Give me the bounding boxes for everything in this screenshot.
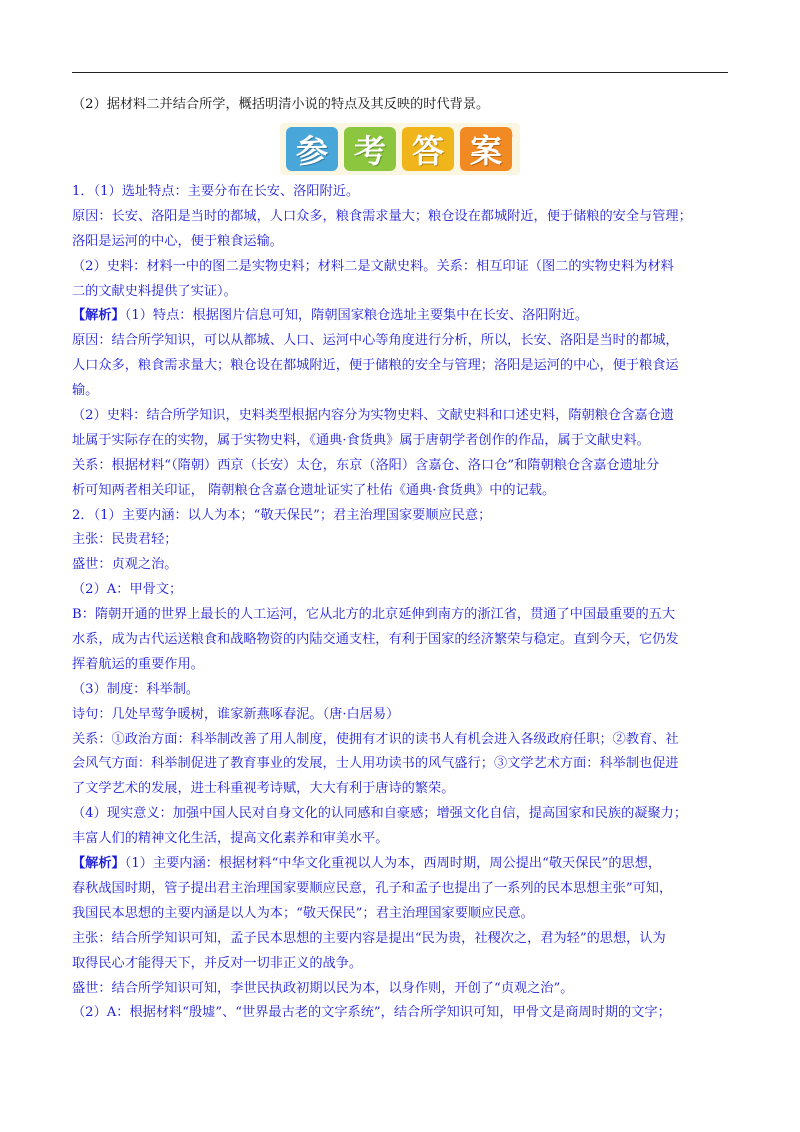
answer-line-text: （2）A：根据材料“殷墟”、“世界最古老的文字系统”，结合所学知识可知，甲骨文是商周时期的文字； [72,1005,671,1021]
answer-line [72,927,736,952]
answer-line-text: 2．（1）主要内涵：以人为本；“敬天保民”；君主治理国家要顺应民意； [72,507,492,523]
banner-tile-1: 参 [286,127,338,171]
answer-line-text: 原因：结合所学知识，可以从都城、人口、运河中心等角度进行分析，所以，长安、洛阳是当时的都城， [72,333,679,349]
answer-line-text: 洛阳是运河的中心，便于粮食运输。 [72,233,283,249]
answer-line-text: （4）现实意义：加强中国人民对自身文化的认同感和自豪感；增强文化自信，提高国家和民族的凝聚力； [72,806,688,822]
answer-line [72,454,736,479]
answer-body [72,180,736,1026]
answer-line-text: B：隋朝开通的世界上最长的人工运河，它从北方的北京延伸到南方的浙江省，贯通了中国最重要的五大 [72,607,676,623]
reference-answer-banner [280,123,520,175]
answer-line [72,977,736,1002]
answer-line [72,553,736,578]
answer-line-text: （3）制度：科举制。 [72,681,200,697]
answer-line-text: 了文学艺术的发展，进士科重视考诗赋，大大有利于唐诗的繁荣。 [72,781,455,797]
banner-tile-3: 答 [402,127,454,171]
answer-line-text: 取得民心才能得天下，并反对一切非正义的战争。 [72,955,363,971]
answer-line [72,479,736,504]
answer-line-text: 丰富人们的精神文化生活，提高文化素养和审美水平。 [72,831,389,847]
answer-line [72,852,736,877]
answer-line-text: 址属于实际存在的实物，属于实物史料，《通典·食货典》属于唐朝学者创作的作品，属于文献史料。 [72,432,650,448]
answer-line-text: 挥着航运的重要作用。 [72,656,204,672]
answer-line [72,528,736,553]
answer-line-text: 主张：结合所学知识可知，孟子民本思想的主要内容是提出“民为贵，社稷次之，君为轻”的思想，认为 [72,930,666,946]
answer-line-text: 会风气方面：科举制促进了教育事业的发展，士人用功读书的风气盛行；③文学艺术方面：科举制也促进 [72,756,679,772]
answer-line [72,180,736,205]
answer-line [72,404,736,429]
answer-line-text: 诗句：几处早莺争暖树，谁家新燕啄春泥。（唐·白居易） [72,706,400,722]
answer-line [72,628,736,653]
answer-line-text: 盛世：贞观之治。 [72,557,178,573]
answer-line [72,902,736,927]
answer-line-text: （1）主要内涵：根据材料“中华文化重视以人为本，西周时期，周公提出“敬天保民”的思想， [124,856,662,872]
analysis-tag: 【解析】 [72,856,125,872]
answer-line-text: 输。 [72,383,99,399]
answer-line-text: 人口众多，粮食需求量大；粮仓设在都城附近，便于储粮的安全与管理；洛阳是运河的中心，便于粮食运 [72,358,679,374]
banner-tile-2: 考 [344,127,396,171]
answer-line [72,877,736,902]
answer-line-text: 关系：①政治方面：科举制改善了用人制度，使拥有才识的读书人有机会进入各级政府任职；②教育、社 [72,731,679,747]
answer-line-text: 主张：民贵君轻； [72,532,178,548]
answer-line [72,255,736,280]
answer-line-text: （2）史料：材料一中的图二是实物史料；材料二是文献史料。关系：相互印证（图二的实物史料为材料 [72,258,674,274]
answer-line-text: 关系：根据材料“（隋朝）西京（长安）太仓，东京（洛阳）含嘉仓、洛口仓”和隋朝粮仓含嘉仓遗址分 [72,457,660,473]
answer-line [72,230,736,255]
header-rule [72,72,728,73]
answer-line [72,429,736,454]
answer-line [72,678,736,703]
answer-line [72,379,736,404]
answer-line [72,728,736,753]
answer-line [72,653,736,678]
answer-line [72,354,736,379]
question-text: （2）据材料二并结合所学，概括明清小说的特点及其反映的时代背景。 [72,97,490,112]
banner-tile-4: 案 [460,127,512,171]
answer-line-text: 盛世：结合所学知识可知，李世民执政初期以民为本，以身作则，开创了“贞观之治”。 [72,980,574,996]
answer-line [72,703,736,728]
answer-line-text: （1）特点：根据图片信息可知，隋朝国家粮仓选址主要集中在长安、洛阳附近。 [124,308,589,324]
answer-line-text: 水系，成为古代运送粮食和战略物资的内陆交通支柱，有利于国家的经济繁荣与稳定。直到今天，它仍发 [72,632,679,648]
answer-line-text: 我国民本思想的主要内涵是以人为本；“敬天保民”；君主治理国家要顺应民意。 [72,905,534,921]
answer-line-text: 二的文献史料提供了实证）。 [72,283,237,299]
analysis-tag: 【解析】 [72,308,125,324]
answer-line-text: 1．（1）选址特点：主要分布在长安、洛阳附近。 [72,184,360,199]
answer-line [72,1001,736,1026]
answer-line-text: 原因：长安、洛阳是当时的都城，人口众多，粮食需求量大；粮仓设在都城附近，便于储粮的安全与管理； [72,208,692,224]
answer-line [72,280,736,305]
answer-line-text: 春秋战国时期，管子提出君主治理国家要顺应民意，孔子和孟子也提出了一系列的民本思想主张”可知， [72,880,673,896]
answer-line-text: 析可知两者相关印证， 隋朝粮仓含嘉仓遗址证实了杜佑《通典·食货典》中的记载。 [72,482,556,498]
answer-line [72,752,736,777]
answer-line [72,304,736,329]
answer-line [72,329,736,354]
answer-line-text: （2）史料：结合所学知识，史料类型根据内容分为实物史料、文献史料和口述史料，隋朝粮仓含嘉仓遗 [72,408,674,424]
answer-line [72,827,736,852]
answer-line-text: （2）A：甲骨文； [72,582,183,598]
answer-line [72,802,736,827]
answer-line [72,603,736,628]
answer-line [72,578,736,603]
answer-line [72,504,736,529]
answer-line [72,205,736,230]
answer-line [72,952,736,977]
answer-line [72,777,736,802]
